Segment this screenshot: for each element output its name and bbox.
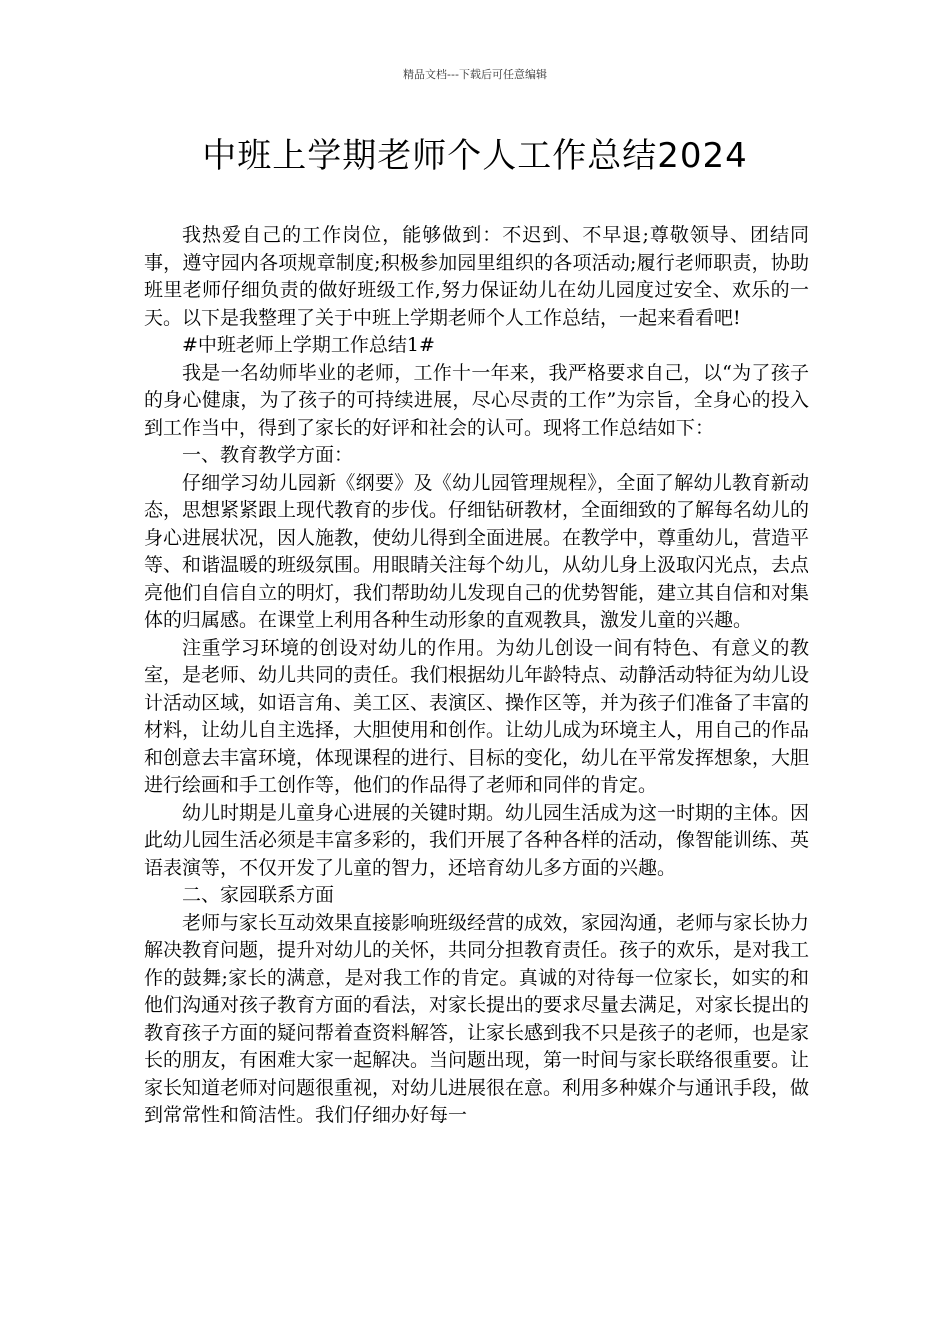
paragraph: 注重学习环境的创设对幼儿的作用。为幼儿创设一间有特色、有意义的教室，是老师、幼儿共同的责任。我们根据幼儿年龄特点、动静活动特征为幼儿设计活动区域，如语言角、美工区、表演区、操作区等，并为孩子们准备了丰富的材料，让幼儿自主选择，大胆使用和创作。让幼儿成为环境主人，用自己的作品和创意去丰富环境，体现课程的进行、目标的变化，幼儿在平常发挥想象，大胆进行绘画和手工创作等，他们的作品得了老师和同伴的肯定。 (144, 636, 810, 796)
paragraph: 仔细学习幼儿园新《纲要》及《幼儿园管理规程》，全面了解幼儿教育新动态，思想紧紧跟上现代教育的步伐。仔细钻研教材，全面细致的了解每名幼儿的身心进展状况，因人施教，使幼儿得到全面进展。在教学中，尊重幼儿，营造平等、和谐温暖的班级氛围。用眼睛关注每个幼儿，从幼儿身上汲取闪光点，去点亮他们自信自立的明灯，我们帮助幼儿发现自己的优势智能，建立其自信和对集体的归属感。在课堂上利用各种生动形象的直观教具，激发儿童的兴趣。 (144, 471, 810, 631)
header-note: 精品文档---下载后可任意编辑 (403, 68, 547, 81)
paragraph: 幼儿时期是儿童身心进展的关键时期。幼儿园生活成为这一时期的主体。因此幼儿园生活必须是丰富多彩的，我们开展了各种各样的活动，像智能训练、英语表演等，不仅开发了儿童的智力，还培育幼儿多方面的兴趣。 (144, 801, 810, 879)
subsection-heading: 二、家园联系方面 (182, 884, 335, 906)
subsection-heading: 一、教育教学方面： (182, 444, 354, 466)
document-title: 中班上学期老师个人工作总结2024 (202, 136, 748, 176)
section-heading: #中班老师上学期工作总结1# (182, 334, 435, 356)
document-body (144, 222, 809, 1130)
paragraph-intro: 我热爱自己的工作岗位，能够做到：不迟到、不早退;尊敬领导、团结同事，遵守园内各项规章制度;积极参加园里组织的各项活动;履行老师职责，协助班里老师仔细负责的做好班级工作,努力保证幼儿在幼儿园度过安全、欢乐的一天。以下是我整理了关于中班上学期老师个人工作总结，一起来看看吧! (144, 224, 809, 329)
paragraph: 我是一名幼师毕业的老师，工作十一年来，我严格要求自己，以“为了孩子的身心健康，为了孩子的可持续进展，尽心尽责的工作”为宗旨，全身心的投入到工作当中，得到了家长的好评和社会的认可。现将工作总结如下： (144, 361, 809, 439)
paragraph: 老师与家长互动效果直接影响班级经营的成效，家园沟通，老师与家长协力解决教育问题，提升对幼儿的关怀，共同分担教育责任。孩子的欢乐，是对我工作的鼓舞;家长的满意，是对我工作的肯定。真诚的对待每一位家长，如实的和他们沟通对孩子教育方面的看法，对家长提出的要求尽量去满足，对家长提出的教育孩子方面的疑问帮着查资料解答，让家长感到我不只是孩子的老师，也是家长的朋友，有困难大家一起解决。当问题出现，第一时间与家长联络很重要。让家长知道老师对问题很重视，对幼儿进展很在意。利用多种媒介与通讯手段，做到常常性和简洁性。我们仔细办好每一 (144, 911, 810, 1126)
